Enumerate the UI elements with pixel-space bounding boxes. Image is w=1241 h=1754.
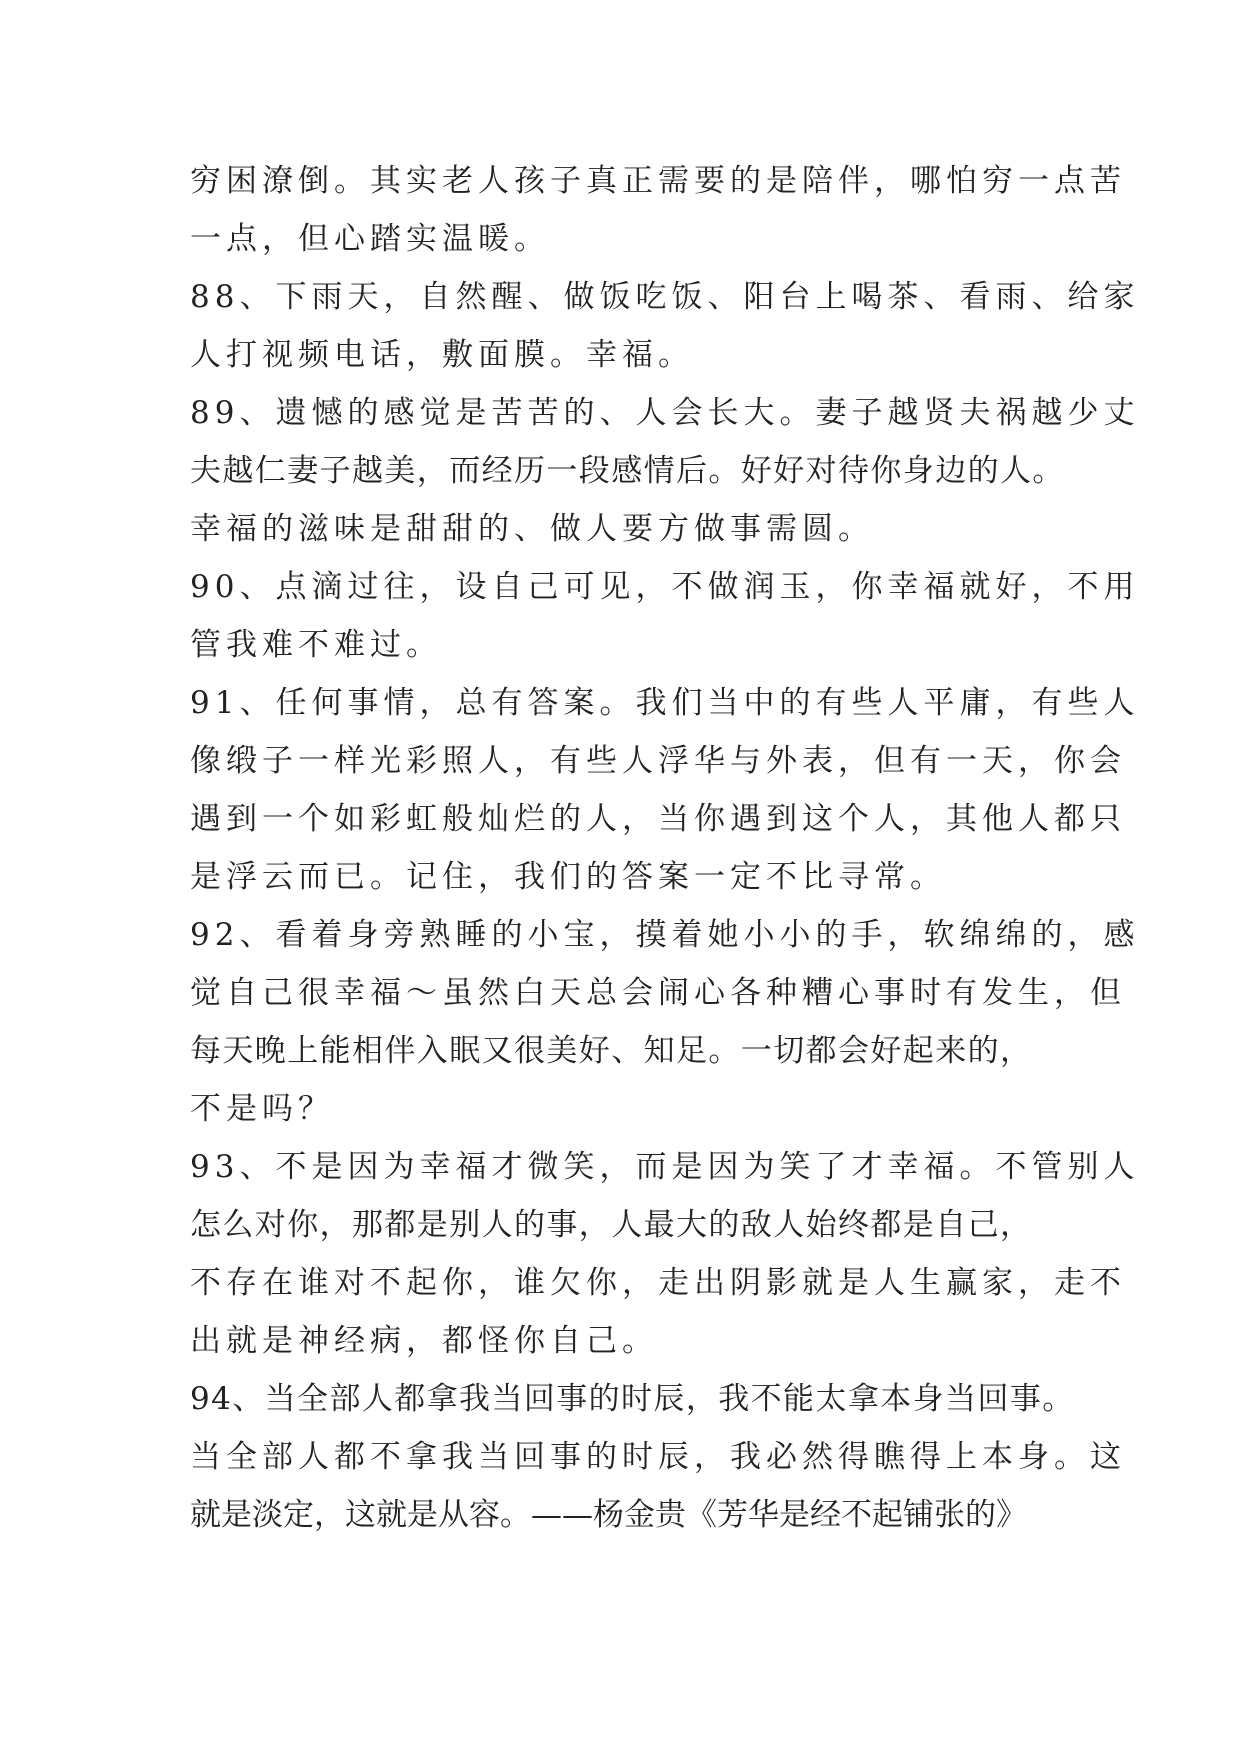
text-line: 怎么对你，那都是别人的事，人最大的敌人始终都是自己，	[190, 1207, 1033, 1243]
text-line: 94、当全部人都拿我当回事的时辰，我不能太拿本身当回事。	[190, 1381, 1075, 1417]
text-line: 出就是神经病，都怪你自己。	[190, 1323, 658, 1359]
text-line: 遇到一个如彩虹般灿烂的人，当你遇到这个人，其他人都只	[190, 801, 1126, 837]
text-line: 不是吗？	[190, 1091, 334, 1127]
text-line: 是浮云而已。记住，我们的答案一定不比寻常。	[190, 859, 946, 895]
text-line: 93、不是因为幸福才微笑，而是因为笑了才幸福。不管别人	[190, 1149, 1140, 1185]
text-line: 88、下雨天，自然醒、做饭吃饭、阳台上喝茶、看雨、给家	[190, 279, 1140, 315]
text-line: 管我难不难过。	[190, 627, 442, 663]
text-line: 当全部人都不拿我当回事的时辰，我必然得瞧得上本身。这	[190, 1439, 1126, 1475]
text-line: 觉自己很幸福～虽然白天总会闹心各种糟心事时有发生，但	[190, 975, 1126, 1011]
text-line: 就是淡定，这就是从容。——杨金贵《芳华是经不起铺张的》	[190, 1497, 1027, 1533]
text-line: 一点，但心踏实温暖。	[190, 221, 550, 257]
text-line: 89、遗憾的感觉是苦苦的、人会长大。妻子越贤夫祸越少丈	[190, 395, 1140, 431]
text-line: 不存在谁对不起你，谁欠你，走出阴影就是人生赢家，走不	[190, 1265, 1126, 1301]
text-line: 91、任何事情，总有答案。我们当中的有些人平庸，有些人	[190, 685, 1140, 721]
text-line: 90、点滴过往，设自己可见，不做润玉，你幸福就好，不用	[190, 569, 1140, 605]
text-line: 每天晚上能相伴入眠又很美好、知足。一切都会好起来的，	[190, 1033, 1033, 1069]
document-body	[190, 152, 1140, 1544]
text-line: 幸福的滋味是甜甜的、做人要方做事需圆。	[190, 511, 874, 547]
text-line: 像缎子一样光彩照人，有些人浮华与外表，但有一天，你会	[190, 743, 1126, 779]
text-line: 人打视频电话，敷面膜。幸福。	[190, 337, 694, 373]
text-line: 92、看着身旁熟睡的小宝，摸着她小小的手，软绵绵的，感	[190, 917, 1140, 953]
text-line: 夫越仁妻子越美，而经历一段感情后。好好对待你身边的人。	[190, 453, 1065, 489]
text-line: 穷困潦倒。其实老人孩子真正需要的是陪伴，哪怕穷一点苦	[190, 163, 1126, 199]
